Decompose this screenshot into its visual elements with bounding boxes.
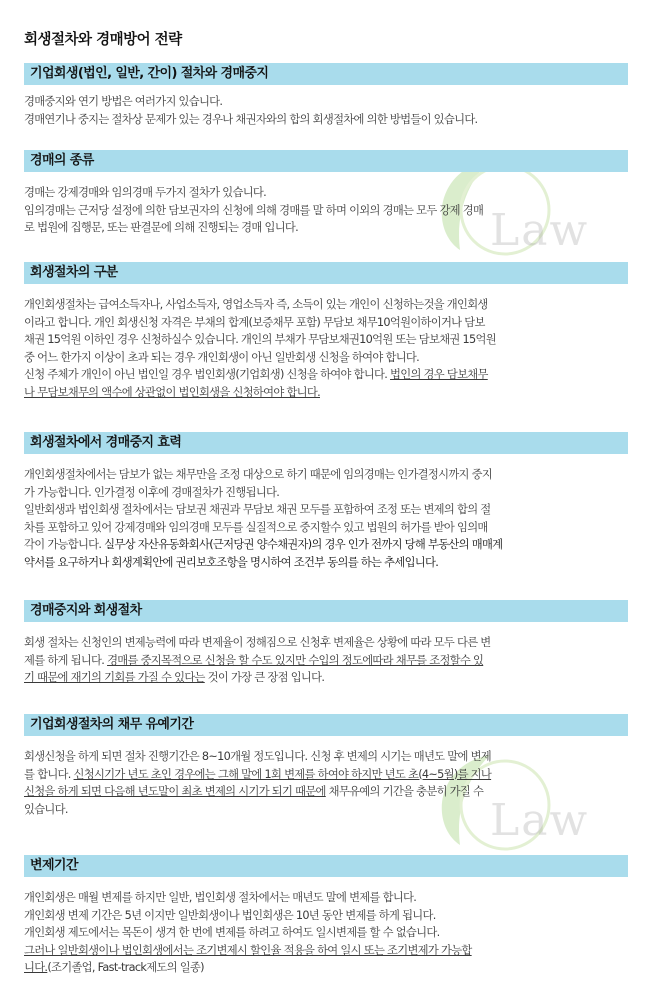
section-body xyxy=(24,184,628,237)
section-body xyxy=(24,466,628,571)
text-line xyxy=(24,366,628,384)
section-heading: 변제기간 xyxy=(24,855,628,877)
section-debt-deferral xyxy=(24,714,628,818)
text-line: 개인회생은 매월 변제를 하지만 일반, 법인회생 절차에서는 매년도 말에 변제를 합니다. xyxy=(24,891,417,904)
emphasized-text-line: 약서를 요구하거나 회생계획안에 권리보호조항을 명시하여 조건부 동의를 하는 추세입니다. xyxy=(24,555,439,569)
text-line: 회생 절차는 신청인의 변제능력에 따라 변제율이 정해짐으로 신청후 변제율은 상황에 따라 모두 다른 변 xyxy=(24,636,491,649)
text-line: 경매는 강제경매와 임의경매 두가지 절차가 있습니다. xyxy=(24,186,267,199)
text-segment: 것이 가장 큰 장점 입니다. xyxy=(204,671,325,684)
underlined-text: 신청을 하게 되면 다음해 년도말이 최초 변제의 시기가 되기 때문에 xyxy=(24,785,326,798)
text-line: 있습니다. xyxy=(24,802,68,816)
text-line: 경매중지와 연기 방법은 여러가지 있습니다. xyxy=(24,95,223,108)
underlined-text: 법인의 경우 담보채무 xyxy=(390,368,488,381)
text-line xyxy=(24,669,628,687)
page-title: 회생절차와 경매방어 전략 xyxy=(24,32,182,48)
text-line: 가 가능합니다. 인가결정 이후에 경매절차가 진행됩니다. xyxy=(24,485,280,499)
section-auction-stay-rehab xyxy=(24,600,628,687)
law-watermark-text: Law xyxy=(490,795,590,846)
section-body xyxy=(24,748,628,818)
underlined-text-line: 그러나 일반회생이나 법인회생에서는 조기변제시 할인율 적용을 하여 일시 또는 조기변제가 가능합 xyxy=(24,943,472,957)
text-segment: 제를 하게 됩니다. xyxy=(24,653,108,667)
text-line xyxy=(24,959,628,977)
text-line: 회생신청을 하게 되면 절차 진행기간은 8~10개월 정도입니다. 신청 후 변제의 시기는 매년도 말에 변제 xyxy=(24,750,492,763)
section-repayment-period xyxy=(24,855,628,977)
section-heading: 회생절차에서 경매중지 효력 xyxy=(24,432,628,454)
text-segment: 신청 주체가 개인이 아닌 법인일 경우 법인회생(기업회생) 신청을 하여야 합니다. xyxy=(24,368,391,381)
law-watermark-text: Law xyxy=(490,205,590,256)
section-heading: 기업회생(법인, 일반, 간이) 절차와 경매중지 xyxy=(24,63,628,85)
text-line: 일반회생과 법인회생 절차에서는 담보권 채권과 무담보 채권 모두를 포함하여 조정 또는 변제의 합의 절 xyxy=(24,503,491,516)
text-segment: 채무유예의 기간을 충분히 가질 수 xyxy=(325,785,484,798)
text-line xyxy=(24,766,628,784)
text-line: 채권 15억원 이하인 경우 신청하실수 있습니다. 개인의 부채가 무담보채권10억원 또는 담보채권 15억원 xyxy=(24,333,496,346)
section-corporate-rehab xyxy=(24,63,628,128)
emphasized-text: 실무상 자산유동화회사(근저당권 양수채권자)의 경우 인가 전까지 당해 부동산의 매매계 xyxy=(104,538,503,551)
text-line: 중 어느 한가지 이상이 초과 되는 경우 개인회생이 아닌 일반회생 신청을 하여야 합니다. xyxy=(24,350,420,364)
underlined-text: 기 때문에 재기의 기회를 가질 수 있다는 xyxy=(24,671,205,684)
text-line: 이라고 합니다. 개인 회생신청 자격은 부채의 합계(보증채무 포함) 무담보 채무10억원이하이거나 담보 xyxy=(24,315,485,329)
text-line: 개인회생절차에서는 담보가 없는 채무만을 조정 대상으로 하기 때문에 임의경매는 인가결정시까지 중지 xyxy=(24,468,493,481)
text-line: 로 법원에 집행문, 또는 판결문에 의해 진행되는 경매 입니다. xyxy=(24,221,299,234)
text-line: 개인회생 제도에서는 목돈이 생겨 한 번에 변제를 하려고 하여도 일시변제를 할 수 없습니다. xyxy=(24,926,440,939)
text-line: 임의경매는 근저당 설정에 의한 담보권자의 신청에 의해 경매를 말 하며 이외의 경매는 모두 강제 경매 xyxy=(24,203,484,217)
section-heading: 경매의 종류 xyxy=(24,150,628,172)
text-line: 경매연기나 중지는 절차상 문제가 있는 경우나 채권자와의 합의 회생절차에 의한 방법들이 있습니다. xyxy=(24,112,478,126)
text-segment: 를 합니다. xyxy=(24,767,74,781)
text-line: 개인회생절차는 급여소득자나, 사업소득자, 영업소득자 즉, 소득이 있는 개인이 신청하는것을 개인회생 xyxy=(24,298,488,311)
section-auction-stay-effect xyxy=(24,432,628,571)
section-rehab-types xyxy=(24,262,628,401)
section-body xyxy=(24,296,628,401)
underlined-text: 경매를 중지목적으로 신청을 할 수도 있지만 수입의 정도에따라 채무를 조정할수 있 xyxy=(107,653,484,667)
text-segment: (조기졸업, Fast-track제도의 일종) xyxy=(47,961,204,974)
text-line: 차를 포함하고 있어 강제경매와 임의경매 모두를 실질적으로 중지할수 있고 법원의 허가를 받아 임의매 xyxy=(24,520,488,534)
section-heading: 경매중지와 회생절차 xyxy=(24,600,628,622)
text-line xyxy=(24,783,628,801)
text-line xyxy=(24,652,628,670)
section-body xyxy=(24,889,628,977)
section-heading: 회생절차의 구분 xyxy=(24,262,628,284)
text-line xyxy=(24,536,628,554)
underlined-text-line: 나 무담보채무의 액수에 상관없이 법인회생을 신청하여야 합니다. xyxy=(24,385,320,399)
section-body xyxy=(24,634,628,687)
section-body xyxy=(24,93,628,128)
section-heading: 기업회생절차의 채무 유예기간 xyxy=(24,714,628,736)
underlined-text: 신청시기가 년도 초인 경우에는 그해 말에 1회 변제를 하여야 하지만 년도 초(4~5월)를 지나 xyxy=(73,767,492,781)
text-line: 개인회생 변제 기간은 5년 이지만 일반회생이나 법인회생은 10년 동안 변제를 하게 됩니다. xyxy=(24,908,436,922)
underlined-text: 니다. xyxy=(24,961,48,974)
text-segment: 각이 가능합니다. xyxy=(24,538,105,551)
section-auction-types xyxy=(24,150,628,237)
